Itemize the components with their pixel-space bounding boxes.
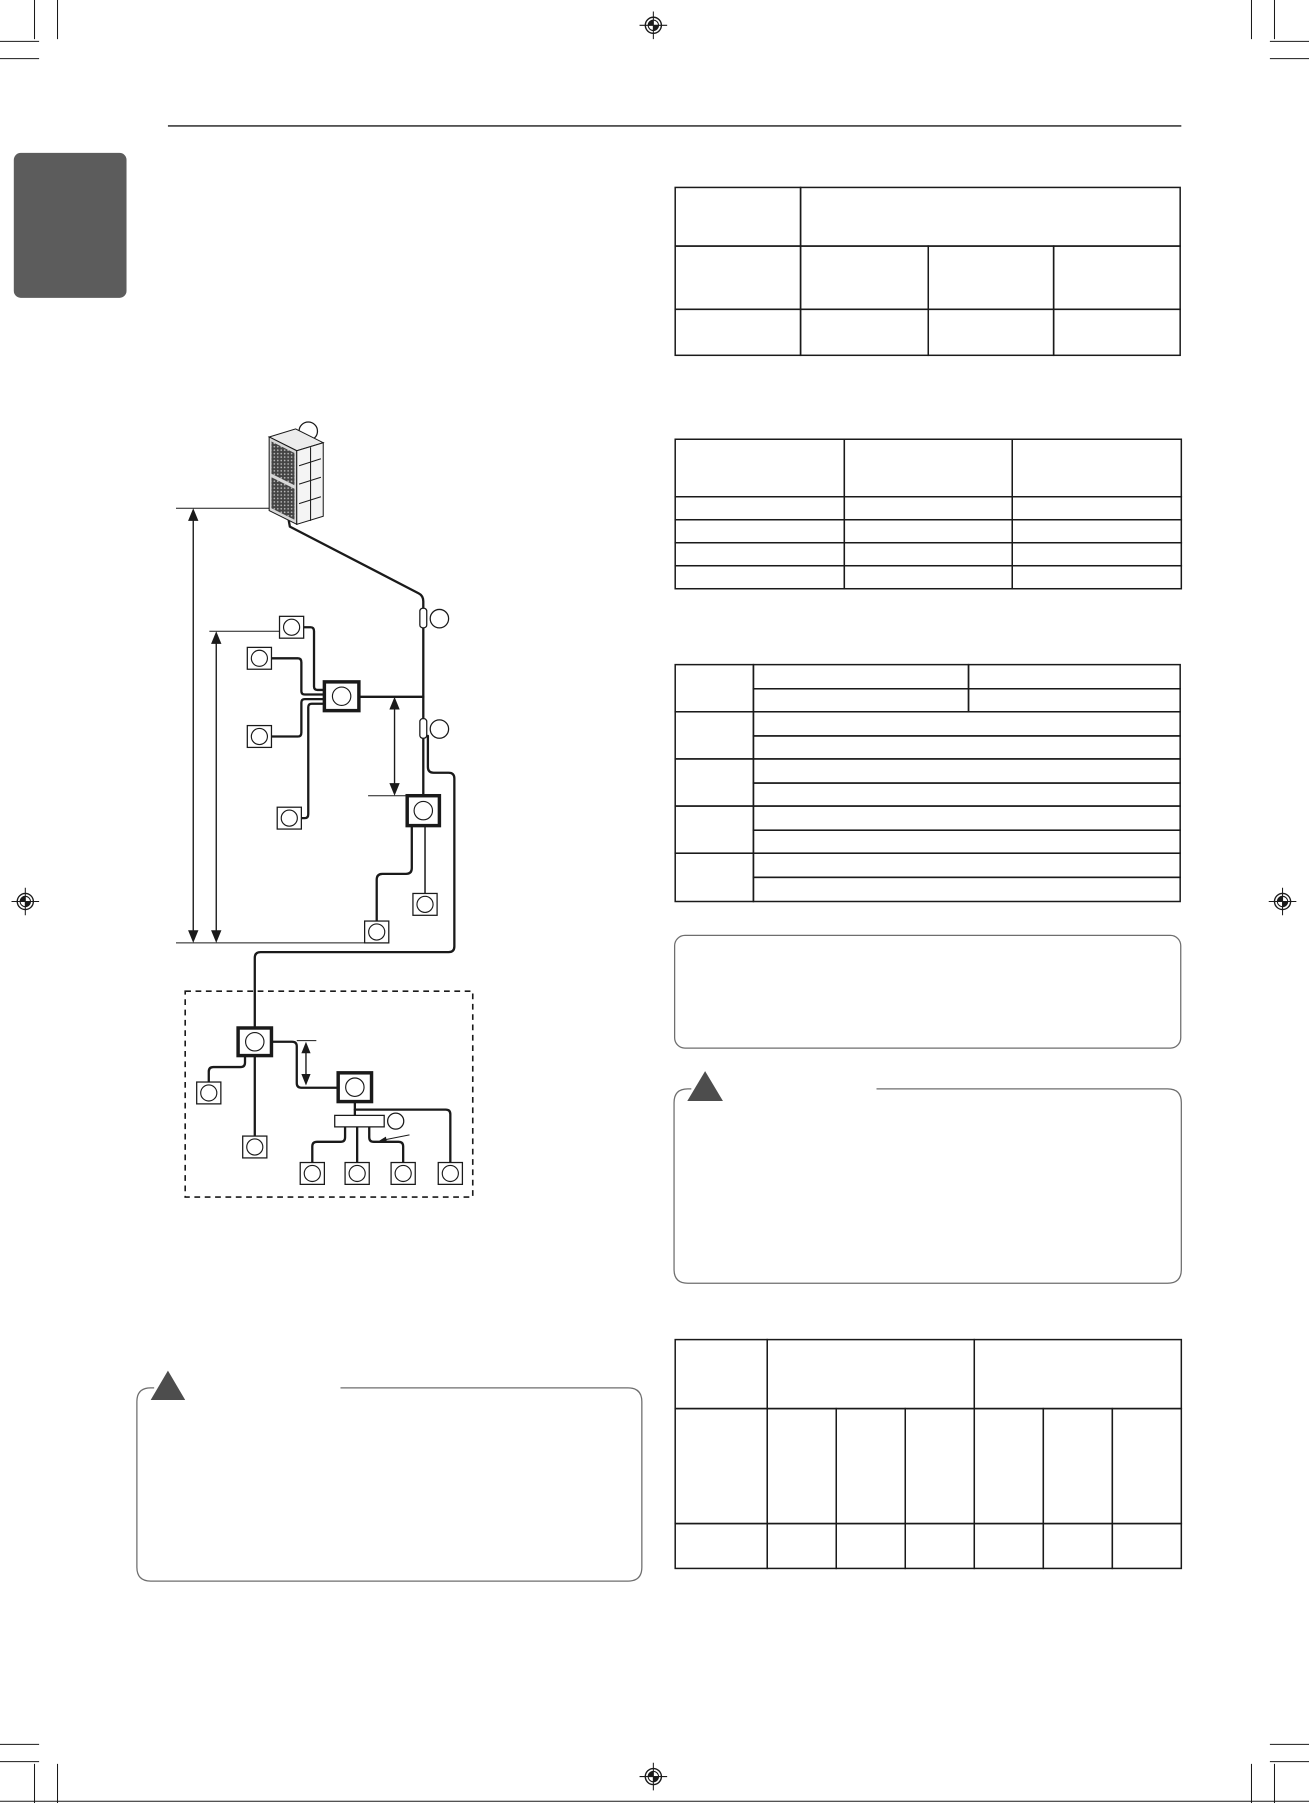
indoor-unit-icon	[243, 1136, 267, 1158]
arrowhead-down	[389, 783, 399, 796]
table-cell	[974, 1340, 1181, 1409]
arrowhead-up	[389, 697, 399, 710]
table-cell	[801, 309, 929, 355]
indoor-unit-icon	[280, 616, 304, 638]
table-cell	[675, 187, 800, 246]
table-cell	[675, 665, 753, 712]
pipe-indoor-7	[209, 1056, 245, 1082]
table-cell	[675, 853, 753, 901]
table-cell	[753, 877, 1180, 901]
callout-circle-icon	[388, 1113, 404, 1129]
crop-mark-top-left	[0, 0, 58, 59]
distribution-header	[335, 1115, 384, 1126]
indoor-unit-icon	[247, 726, 271, 748]
table-cell	[1043, 1524, 1112, 1569]
table-cell	[844, 497, 1012, 520]
table-cell	[767, 1524, 836, 1569]
table-cell	[1012, 520, 1181, 543]
table-cell	[928, 246, 1053, 309]
table-cell	[905, 1409, 974, 1524]
caution-box-frame	[137, 1388, 642, 1581]
height-arrow-branch-to-branch	[389, 697, 399, 796]
arrowhead-up	[301, 1042, 310, 1053]
indoor-unit-icon	[300, 1163, 324, 1185]
table-cell	[753, 736, 1180, 759]
table-cell	[675, 806, 753, 853]
leader-line	[383, 1135, 409, 1140]
arrowhead-down	[301, 1074, 310, 1085]
branch-box-frame	[338, 1073, 371, 1102]
table-cell	[675, 712, 753, 759]
note-box	[675, 935, 1181, 1048]
crop-mark-top-right	[1251, 0, 1309, 59]
table-cell	[675, 309, 800, 355]
arrowhead-down	[188, 930, 198, 943]
branch-box-frame	[407, 796, 439, 826]
table-cell	[1012, 497, 1181, 520]
table-cell	[767, 1409, 836, 1524]
arrowhead-down	[211, 930, 221, 943]
branch-box-icon	[338, 1073, 371, 1102]
registration-crosshair	[1269, 888, 1297, 916]
registration-crosshair	[12, 888, 40, 916]
table-cell	[753, 783, 1180, 806]
table-cell	[836, 1524, 905, 1569]
caution-box-right	[674, 1071, 1181, 1283]
table-cell	[675, 566, 844, 589]
table-cell	[801, 246, 929, 309]
table-cell	[675, 759, 753, 806]
table-cell	[1012, 566, 1181, 589]
table-cell	[675, 543, 844, 566]
table-cell	[753, 759, 1180, 783]
indoor-unit-icon	[365, 921, 389, 943]
branch-box-icon	[324, 682, 359, 711]
table-cell	[1012, 439, 1181, 496]
registration-mark-icon	[640, 1763, 668, 1791]
registration-mark-icon	[1269, 888, 1297, 916]
table-cell	[753, 830, 1180, 853]
indoor-unit-icon	[277, 807, 301, 829]
table-cell	[801, 187, 1181, 246]
crop-mark-bottom-left	[0, 1744, 58, 1803]
pipe-indoor-1	[304, 627, 325, 690]
table-cell	[836, 1409, 905, 1524]
table-3	[675, 665, 1180, 902]
table-cell	[753, 665, 968, 689]
table-cell	[767, 1340, 974, 1409]
callout-circle-icon	[430, 609, 448, 627]
warning-triangle-icon	[687, 1071, 723, 1101]
table-cell	[675, 1524, 767, 1569]
table-cell	[969, 689, 1181, 712]
outdoor-unit-icon	[269, 429, 323, 524]
table-cell	[974, 1524, 1043, 1569]
pipe-indoor-4	[301, 704, 324, 818]
arrowhead-up	[188, 508, 198, 521]
table-cell	[905, 1524, 974, 1569]
table-cell	[844, 543, 1012, 566]
piping-diagram	[176, 422, 473, 1197]
table-cell	[1054, 246, 1181, 309]
registration-mark-icon	[12, 888, 40, 916]
warning-triangle-icon	[151, 1371, 186, 1400]
branch-box-icon	[407, 796, 439, 826]
registration-crosshair	[640, 1763, 668, 1791]
caution-box-frame	[674, 1089, 1181, 1283]
table-cell	[753, 806, 1180, 830]
table-cell	[675, 497, 844, 520]
indoor-unit-icon	[197, 1082, 221, 1104]
registration-mark-icon	[640, 11, 668, 39]
indoor-unit-icon	[438, 1163, 462, 1185]
height-arrow-box-to-box	[301, 1042, 310, 1086]
table-4	[675, 1340, 1181, 1569]
caution-box-left	[137, 1371, 642, 1581]
table-cell	[675, 246, 800, 309]
section-tab	[14, 153, 127, 298]
table-cell	[753, 689, 968, 712]
table-cell	[753, 712, 1180, 736]
dimension-reference-lines	[176, 508, 406, 1040]
table-cell	[844, 566, 1012, 589]
table-cell	[974, 1409, 1043, 1524]
table-cell	[1112, 1524, 1181, 1569]
arrowhead-up	[211, 631, 221, 644]
table-cell	[675, 1340, 767, 1409]
table-cell	[1043, 1409, 1112, 1524]
table-cell	[753, 853, 1180, 877]
table-cell	[675, 439, 844, 496]
table-cell	[1112, 1409, 1181, 1524]
refrigerant-pipes	[209, 514, 455, 1163]
height-arrow-indoor-to-indoor	[211, 631, 221, 943]
table-cell	[1054, 309, 1181, 355]
table-2	[675, 439, 1181, 588]
y-branch-pipe-icon	[420, 719, 427, 739]
table-cell	[928, 309, 1053, 355]
table-cell	[844, 520, 1012, 543]
dashed-group-boundary	[185, 991, 473, 1197]
table-cell	[675, 1409, 767, 1524]
branch-box-icon	[238, 1028, 271, 1056]
dimension-lines	[176, 508, 406, 1085]
pipe-indoor-9	[312, 1127, 345, 1163]
indoor-unit-icon	[413, 893, 437, 915]
indoor-unit-icon	[391, 1163, 415, 1185]
y-branch-pipe-icon	[420, 608, 427, 628]
callout-circle-icon	[430, 720, 448, 738]
table-1	[675, 187, 1180, 355]
pipe-indoor-6	[377, 826, 412, 921]
indoor-unit-icon	[247, 647, 271, 669]
crop-mark-bottom-right	[1251, 1744, 1309, 1803]
table-cell	[675, 520, 844, 543]
pipe-indoor-11	[369, 1127, 403, 1163]
branch-box-frame	[324, 682, 359, 711]
table-cell	[844, 439, 1012, 496]
table-cell	[1012, 543, 1181, 566]
height-arrow-outdoor-to-lowest	[188, 508, 198, 943]
indoor-unit-icon	[345, 1163, 369, 1185]
table-cell	[969, 665, 1181, 689]
